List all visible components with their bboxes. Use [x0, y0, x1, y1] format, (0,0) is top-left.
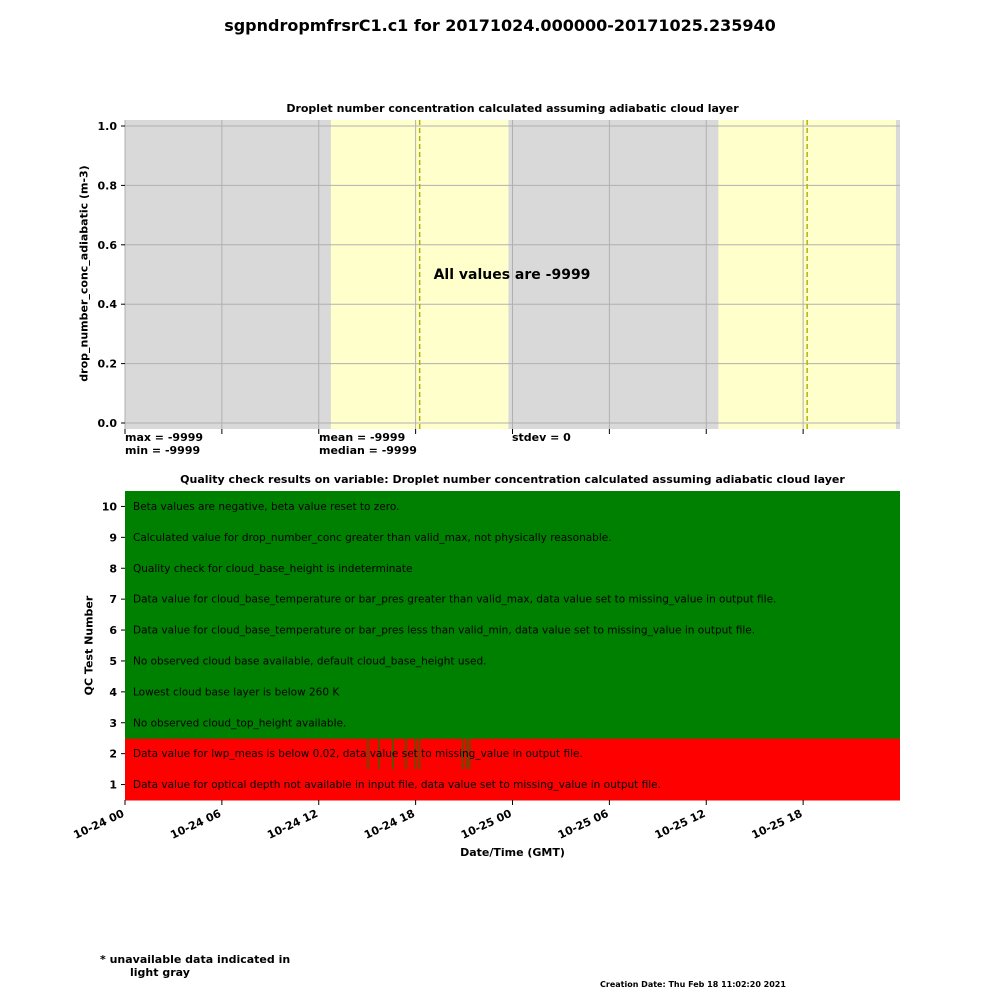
qc-test-description: No observed cloud base available, default cloud_base_height used. [133, 655, 487, 668]
qc-test-description: Data value for cloud_base_temperature or bar_pres less than valid_min, data value set to missing_value in output file. [133, 624, 756, 637]
creation-date: Creation Date: Thu Feb 18 11:02:20 2021 [600, 980, 786, 989]
qc-test-description: Calculated value for drop_number_conc greater than valid_max, not physically reasonable. [133, 531, 612, 544]
qc-test-number: 3 [109, 716, 117, 730]
qc-test-number: 6 [109, 624, 117, 638]
footnote-line2: light gray [130, 966, 190, 979]
qc-test-number: 4 [109, 685, 117, 699]
y-tick-label: 0.4 [97, 298, 117, 312]
qc-test-number: 8 [109, 562, 117, 576]
qc-test-number: 5 [109, 654, 117, 668]
stat-max: max = -9999 [125, 431, 204, 444]
qc-chart-ylabel: QC Test Number [82, 595, 96, 696]
x-tick-label: 10-24 06 [168, 806, 224, 842]
x-tick-label: 10-25 12 [652, 806, 708, 842]
y-tick-label: 0.2 [97, 357, 117, 371]
qc-chart-title: Quality check results on variable: Droplet number concentration calculated assuming adiabatic cloud layer [180, 473, 845, 486]
x-tick-label: 10-24 12 [265, 806, 321, 842]
top-chart-ylabel: drop_number_conc_adiabatic (m-3) [77, 165, 91, 382]
top-chart-title: Droplet number concentration calculated assuming adiabatic cloud layer [286, 102, 739, 115]
qc-test-number: 2 [109, 747, 117, 761]
x-tick-label: 10-25 06 [555, 806, 611, 842]
footnote-line1: * unavailable data indicated in [100, 953, 291, 966]
y-tick-label: 0.8 [97, 179, 117, 193]
qc-test-number: 7 [109, 593, 117, 607]
qc-test-number: 1 [109, 778, 117, 792]
qc-chart [0, 470, 1000, 850]
y-tick-label: 0.6 [97, 238, 117, 252]
stat-mean: mean = -9999 [319, 431, 406, 444]
x-tick-label: 10-24 18 [362, 806, 417, 842]
qc-test-description: Quality check for cloud_base_height is indeterminate [133, 562, 413, 575]
all-values-annotation: All values are -9999 [433, 267, 591, 283]
stat-stdev: stdev = 0 [512, 431, 571, 444]
qc-test-description: Data value for lwp_meas is below 0.02, data value set to missing_value in output file. [133, 748, 583, 761]
footnote [100, 953, 290, 979]
qc-test-description: Data value for cloud_base_temperature or bar_pres greater than valid_max, data value set to missing_value in output file. [133, 593, 777, 606]
stat-median: median = -9999 [319, 444, 417, 457]
qc-test-description: No observed cloud_top_height available. [133, 717, 347, 730]
stat-min: min = -9999 [125, 444, 201, 457]
qc-test-description: Lowest cloud base layer is below 260 K [133, 686, 340, 699]
main-title: sgpndropmfrsrC1.c1 for 20171024.000000-20171025.235940 [224, 16, 776, 35]
qc-test-description: Data value for optical depth not available in input file, data value set to missing_value in output file. [133, 779, 661, 792]
y-tick-label: 1.0 [97, 120, 117, 133]
y-tick-label: 0.0 [97, 417, 117, 430]
qc-chart-xlabel: Date/Time (GMT) [460, 846, 565, 859]
x-tick-label: 10-25 00 [459, 806, 514, 842]
qc-test-number: 9 [109, 531, 117, 545]
x-tick-label: 10-25 18 [749, 806, 805, 842]
qc-test-number: 10 [101, 500, 117, 514]
top-chart [0, 0, 1000, 470]
qc-test-description: Beta values are negative, beta value reset to zero. [133, 500, 400, 513]
x-tick-label: 10-24 00 [71, 806, 127, 842]
